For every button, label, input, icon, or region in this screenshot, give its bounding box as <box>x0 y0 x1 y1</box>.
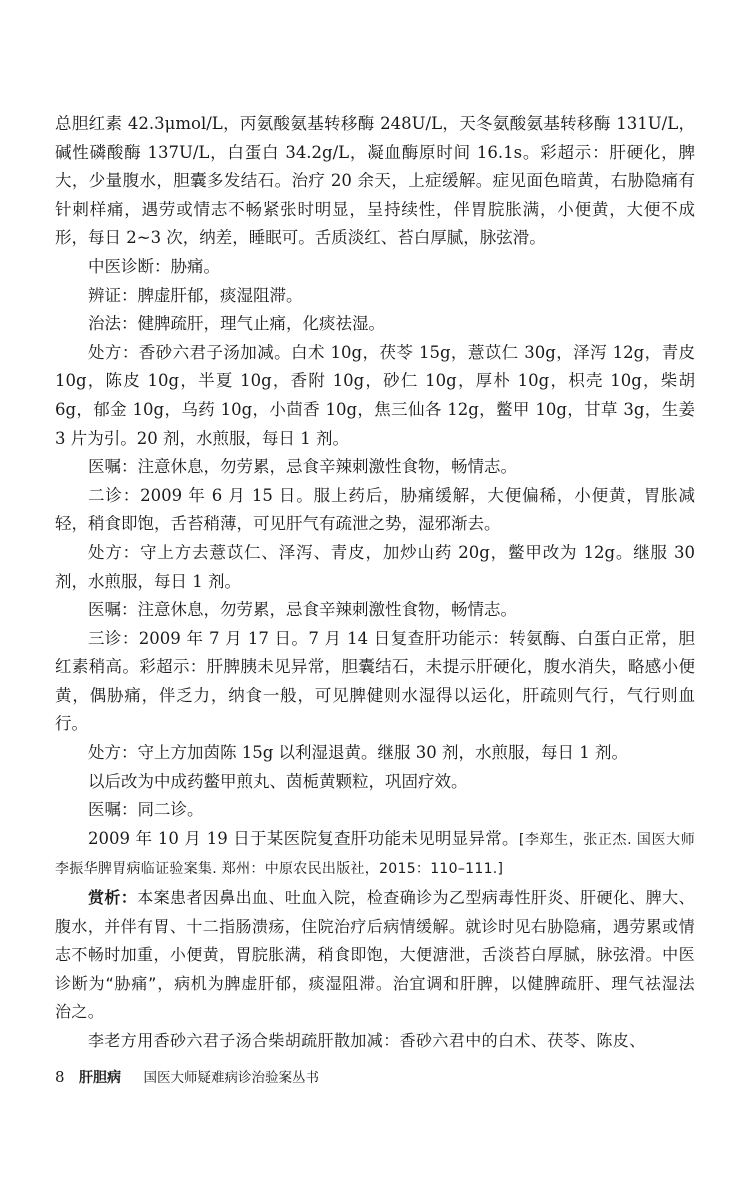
tcm-diagnosis-paragraph: 中医诊断：胁痛。 <box>88 256 220 276</box>
treatment-method-paragraph: 治法：健脾疏肝，理气止痛，化痰祛湿。 <box>88 314 385 334</box>
recheck-paragraph <box>55 825 695 884</box>
commentary-paragraph <box>55 884 695 1027</box>
prescription-paragraph: 处方：香砂六君子汤加减。白术 10g，茯苓 15g，薏苡仁 30g，泽泻 12g，青皮 10g，陈皮 10g，半夏 10g，香附 10g，砂仁 10g，厚朴 10g，枳壳 10g，柴胡 6g，郁金 10g，乌药 10g，小茴香 10g，焦三仙各 12g，鳖甲 10g，甘草 3g，生姜 3 片为引。20 剂，水煎服，每日 1 剂。 <box>55 342 695 448</box>
second-advice-paragraph: 医嘱：注意休息，勿劳累，忌食辛辣刺激性食物，畅情志。 <box>88 600 517 620</box>
commentary-lead: 赏析： <box>88 888 138 908</box>
commentary-body: 本案患者因鼻出血、吐血入院，检查确诊为乙型病毒性肝炎、肝硬化、脾大、腹水，并伴有胃、十二指肠溃疡，住院治疗后病情缓解。就诊时见右胁隐痛，遇劳累或情志不畅时加重，小便黄，胃脘胀满，稍食即饱，大便溏泄，舌淡苔白厚腻，脉弦滑。中医诊断为“胁痛”，病机为脾虚肝郁，痰湿阻滞。治宜调和肝脾，以健脾疏肝、理气祛湿法治之。 <box>55 888 695 1022</box>
syndrome-differentiation-paragraph: 辨证：脾虚肝郁，痰湿阻滞。 <box>88 285 303 305</box>
page-body <box>55 110 695 1056</box>
third-advice-paragraph: 医嘱：同二诊。 <box>88 800 204 820</box>
third-prescription-paragraph: 处方：守上方加茵陈 15g 以利湿退黄。继服 30 剂，水煎服，每日 1 剂。 <box>88 743 629 763</box>
recheck-text: 2009 年 10 月 19 日于某医院复查肝功能未见明显异常。 <box>88 828 519 848</box>
second-prescription-paragraph: 处方：守上方去薏苡仁、泽泻、青皮，加炒山药 20g，鳖甲改为 12g。继服 30 剂，水煎服，每日 1 剂。 <box>55 542 695 591</box>
page-number: 8 <box>55 1068 65 1086</box>
third-visit-paragraph: 三诊：2009 年 7 月 17 日。7 月 14 日复查肝功能示：转氨酶、白蛋白正常，胆红素稍高。彩超示：肝脾胰未见异常，胆囊结石，未提示肝硬化，腹水消失，略感小便黄，偶胁痛，伴乏力，纳食一般，可见脾健则水湿得以运化，肝疏则气行，气行则血行。 <box>55 628 695 734</box>
case-lab-results-paragraph: 总胆红素 42.3μmol/L，丙氨酸氨基转移酶 248U/L，天冬氨酸氨基转移酶 131U/L，碱性磷酸酶 137U/L，白蛋白 34.2g/L，凝血酶原时间 16.1s。彩超示：肝硬化，脾大，少量腹水，胆囊多发结石。治疗 20 余天，上症缓解。症见面色暗黄，右胁隐痛有针刺样痛，遇劳或情志不畅紧张时明显，呈持续性，伴胃脘胀满，小便黄，大便不成形，每日 2~3 次，纳差，睡眠可。舌质淡红、苔白厚腻，脉弦滑。 <box>55 114 695 248</box>
page-footer <box>55 1062 695 1092</box>
book-title: 肝胆病 <box>79 1070 121 1086</box>
second-visit-paragraph: 二诊：2009 年 6 月 15 日。服上药后，胁痛缓解，大便偏稀，小便黄，胃胀减轻，稍食即饱，舌苔稍薄，可见肝气有疏泄之势，湿邪渐去。 <box>55 485 695 534</box>
medical-advice-paragraph: 医嘱：注意休息，勿劳累，忌食辛辣刺激性食物，畅情志。 <box>88 457 517 477</box>
series-title: 国医大师疑难病诊治验案丛书 <box>143 1070 319 1086</box>
analysis-paragraph: 李老方用香砂六君子汤合柴胡疏肝散加减：香砂六君中的白术、茯苓、陈皮、 <box>88 1031 646 1050</box>
citation: [李郑生，张正杰. 国医大师李振华脾胃病临证验案集. 郑州：中原农民出版社，2015：110–111.] <box>55 831 695 878</box>
followup-medication-paragraph: 以后改为中成药鳖甲煎丸、茵栀黄颗粒，巩固疗效。 <box>88 771 468 791</box>
